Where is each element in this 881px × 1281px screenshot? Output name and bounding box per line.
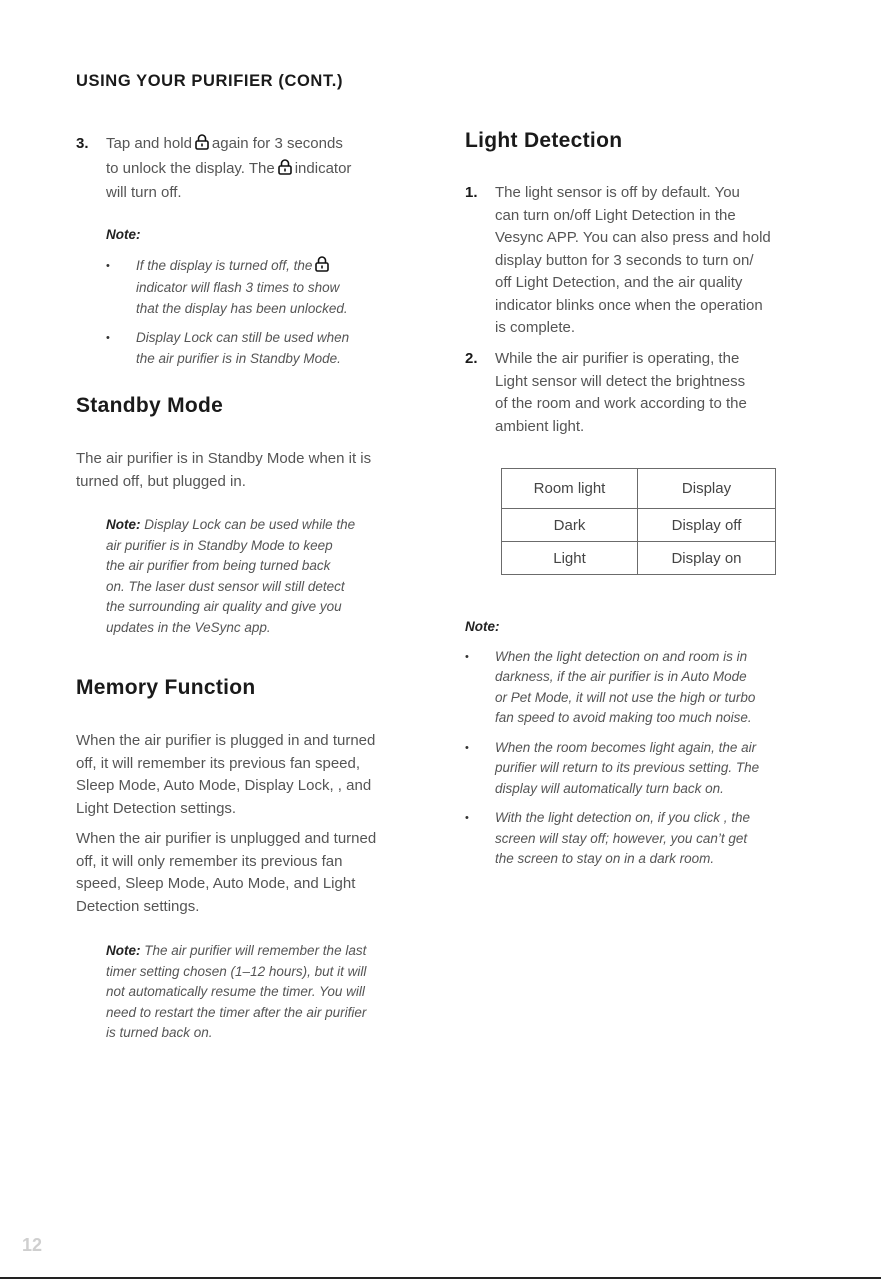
step-text: indicator blinks once when the operation <box>495 296 763 314</box>
note-label: Note: <box>465 619 500 634</box>
standby-note <box>106 515 426 638</box>
table-cell: Dark <box>502 509 638 542</box>
note-text: the air purifier is in Standby Mode. <box>136 350 341 366</box>
paragraph-line: turned off, but plugged in. <box>76 472 246 490</box>
paragraph-line: When the air purifier is unplugged and turned <box>76 830 377 847</box>
memory-paragraph-2 <box>76 828 446 918</box>
note-text: is turned back on. <box>106 1025 213 1040</box>
table-row <box>502 542 776 575</box>
step-number: 1. <box>465 184 478 201</box>
bottom-rule <box>0 1277 881 1279</box>
note-text: The air purifier will remember the last <box>144 943 367 958</box>
standby-paragraph <box>76 448 436 493</box>
note-text: timer setting chosen (1–12 hours), but it will <box>106 963 367 979</box>
step-3 <box>76 133 436 205</box>
note-text: With the light detection on, if you click , the <box>495 810 751 825</box>
step-text: Tap and hold <box>106 135 192 152</box>
paragraph-line: Detection settings. <box>76 897 200 915</box>
note-text: not automatically resume the timer. You will <box>106 984 365 999</box>
note-lock <box>106 225 426 369</box>
table-header-cell: Display <box>638 469 776 509</box>
note-text: Display Lock can be used while the <box>144 517 356 532</box>
table-row <box>502 509 776 542</box>
light-step-1 <box>465 182 825 340</box>
step-text: off Light Detection, and the air quality <box>495 274 743 291</box>
table-cell: Display off <box>638 509 776 542</box>
step-text: will turn off. <box>106 184 182 201</box>
bullet: • <box>465 650 469 663</box>
note-text: indicator will flash 3 times to show <box>136 280 340 295</box>
light-table <box>501 468 776 575</box>
bullet: • <box>106 332 110 344</box>
step-text: Vesync APP. You can also press and hold <box>495 229 771 246</box>
light-note <box>465 617 810 870</box>
note-text: on. The laser dust sensor will still detect <box>106 578 345 594</box>
table-cell: Light <box>502 542 638 575</box>
note-text: or Pet Mode, it will not use the high or turbo <box>495 689 756 705</box>
note-label: Note: <box>106 517 141 532</box>
note-text: When the light detection on and room is in <box>495 648 748 664</box>
step-text: Light sensor will detect the brightness <box>495 372 746 390</box>
paragraph-line: When the air purifier is plugged in and turned <box>76 732 376 749</box>
step-text: indicator <box>294 159 352 177</box>
step-text: display button for 3 seconds to turn on/ <box>495 251 754 269</box>
bullet: • <box>465 741 469 754</box>
note-text: that the display has been unlocked. <box>136 300 348 316</box>
memory-heading: Memory Function <box>76 676 256 699</box>
paragraph-line: off, it will remember its previous fan speed, <box>76 754 361 772</box>
step-text: The light sensor is off by default. You <box>495 184 740 201</box>
step-number: 2. <box>465 350 478 367</box>
table-cell: Display on <box>638 542 776 575</box>
bullet: • <box>465 812 469 824</box>
step-text: ambient light. <box>495 417 585 435</box>
unlock-icon <box>315 256 329 279</box>
note-text: air purifier is in Standby Mode to keep <box>106 537 333 553</box>
memory-note <box>106 941 436 1044</box>
step-text: is complete. <box>495 319 576 336</box>
unlock-icon <box>278 159 292 183</box>
step-number: 3. <box>76 135 89 152</box>
note-text: the screen to stay on in a dark room. <box>495 851 715 866</box>
note-text: fan speed to avoid making too much noise. <box>495 710 752 725</box>
note-label: Note: <box>106 227 141 242</box>
page-number: 12 <box>22 1235 43 1255</box>
paragraph-line: Light Detection settings. <box>76 799 237 817</box>
bullet: • <box>106 259 110 272</box>
table-header-row <box>502 469 776 509</box>
unlock-icon <box>195 134 209 158</box>
note-text: need to restart the timer after the air purifier <box>106 1004 367 1020</box>
note-text: purifier will return to its previous setting. The <box>495 760 760 775</box>
step-text: to unlock the display. The <box>106 159 275 177</box>
note-text: the surrounding air quality and give you <box>106 599 342 614</box>
memory-paragraph-1 <box>76 730 446 820</box>
note-text: updates in the VeSync app. <box>106 619 271 635</box>
page-header: USING YOUR PURIFIER (CONT.) <box>76 72 344 90</box>
paragraph-line: The air purifier is in Standby Mode when it is <box>76 450 372 467</box>
note-text: screen will stay off; however, you can’t get <box>495 830 748 846</box>
step-text: of the room and work according to the <box>495 395 747 412</box>
note-text: the air purifier from being turned back <box>106 558 331 573</box>
standby-heading: Standby Mode <box>76 394 224 417</box>
paragraph-line: Sleep Mode, Auto Mode, Display Lock, , and <box>76 777 372 794</box>
note-text: Display Lock can still be used when <box>136 330 350 345</box>
note-text: display will automatically turn back on. <box>495 780 724 796</box>
paragraph-line: off, it will only remember its previous fan <box>76 852 343 870</box>
step-text: can turn on/off Light Detection in the <box>495 206 736 224</box>
step-text: While the air purifier is operating, the <box>495 350 740 367</box>
note-text: darkness, if the air purifier is in Auto Mode <box>495 669 747 684</box>
light-detection-heading: Light Detection <box>465 129 623 152</box>
note-text: When the room becomes light again, the air <box>495 739 757 755</box>
note-label: Note: <box>106 943 141 958</box>
table-header-cell: Room light <box>502 469 638 509</box>
paragraph-line: speed, Sleep Mode, Auto Mode, and Light <box>76 875 356 892</box>
step-text: again for 3 seconds <box>211 135 343 152</box>
light-step-2 <box>465 348 825 438</box>
note-text: If the display is turned off, the <box>136 257 313 273</box>
